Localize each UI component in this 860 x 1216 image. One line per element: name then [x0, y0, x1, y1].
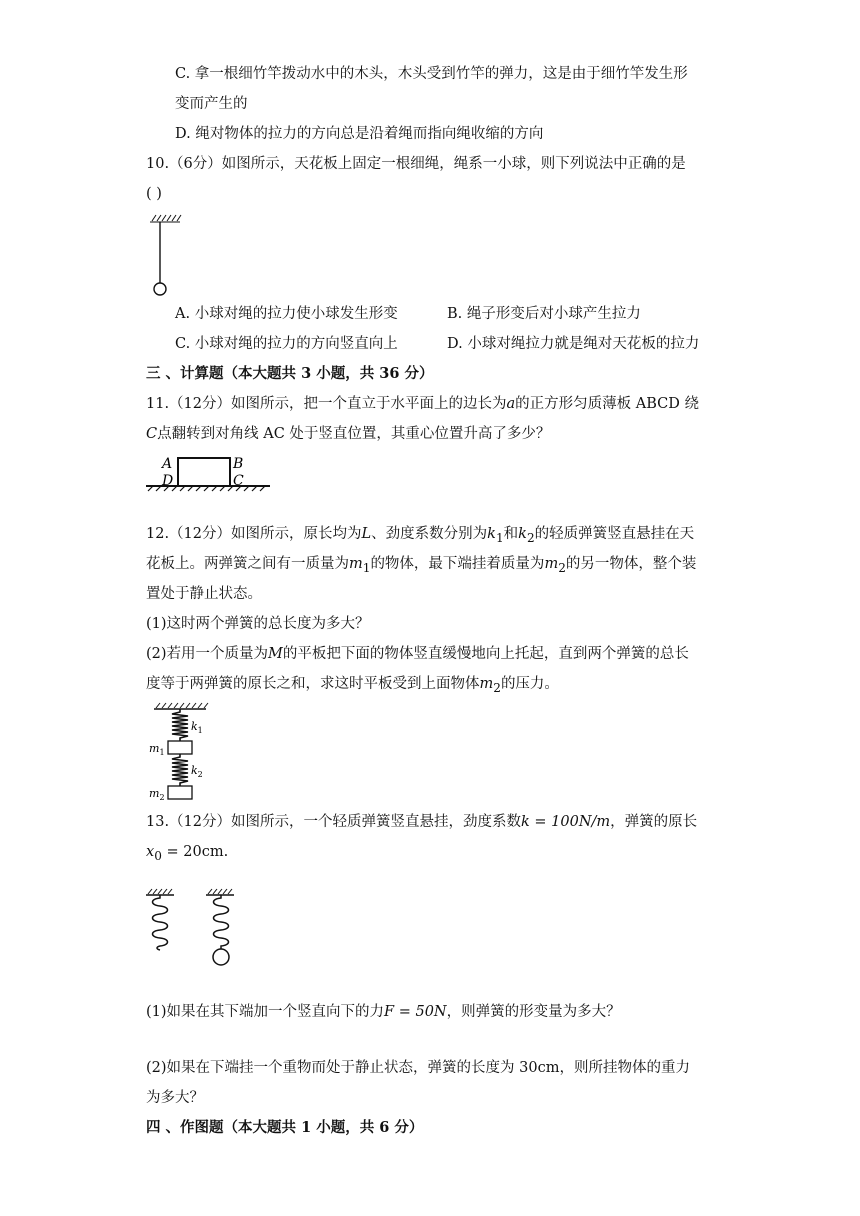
ceiling-hatch — [150, 215, 181, 222]
q12-sub-q2-line2: 度等于两弹簧的原长之和，求这时平板受到上面物体$m_2$的压力。 — [146, 676, 559, 695]
q12-stem-line1: 12.（12分）如图所示，原长均为L、劲度系数分别为$k_1$和$k_2$的轻质弹簧竖直悬挂在天 — [146, 526, 695, 545]
q13-sub-q2-line2: 为多大？ — [146, 1090, 204, 1106]
q11-stem-line2: C点翻转到对角线 AC 处于竖直位置，其重心位置升高了多少？ — [146, 426, 551, 442]
var-m2: m — [544, 556, 559, 572]
q13-stem-line1: 13.（12分）如图所示，一个轻质弹簧竖直悬挂，劲度系数k = 100N/m，弹簧的原长 — [146, 814, 698, 830]
label-m2: $m_2$ — [149, 787, 165, 802]
ball — [154, 283, 166, 295]
square-plate — [178, 458, 230, 486]
q12-stem-line3: 置处于静止状态。 — [146, 586, 262, 602]
q9-option-c-line1: C. 拿一根细竹竿拨动水中的木头，木头受到竹竿的弹力，这是由于细竹竿发生形 — [175, 66, 688, 82]
spring-k2 — [172, 754, 188, 786]
q10-option-b: B. 绳子形变后对小球产生拉力 — [447, 306, 641, 322]
q12-stem-line2: 花板上。两弹簧之间有一质量为$m_1$的物体，最下端挂着质量为$m_2$的另一物体，整个装 — [146, 556, 697, 575]
q10-option-a: A. 小球对绳的拉力使小球发生形变 — [175, 306, 398, 322]
label-a: A — [162, 456, 173, 472]
label-b: B — [233, 456, 244, 472]
var-c: C — [146, 426, 158, 442]
eq-k: k = 100N/m — [521, 814, 611, 830]
var-a: a — [506, 396, 516, 412]
var-x0: x — [146, 844, 155, 860]
q10-option-d: D. 小球对绳拉力就是绳对天花板的拉力 — [447, 336, 700, 352]
block-m2 — [168, 786, 192, 799]
section-4-heading: 四 、作图题（本大题共 1 小题，共 6 分） — [146, 1119, 424, 1136]
q10-stem-line2: ( ) — [146, 186, 162, 202]
label-k1: $k_1$ — [191, 720, 203, 735]
hanging-springs-figure — [146, 884, 246, 968]
q13-stem-line2: $x_0 = 20cm$. — [146, 844, 229, 863]
q13-sub-q1: (1)如果在其下端加一个竖直向下的力F = 50N，则弹簧的形变量为多大？ — [146, 1004, 621, 1020]
ceiling-hatch-left — [146, 889, 174, 895]
pendulum-figure — [146, 210, 186, 300]
q11-stem-line1: 11.（12分）如图所示，把一个直立于水平面上的边长为a的正方形匀质薄板 ABCD 绕 — [146, 396, 700, 412]
var-m-capital: M — [268, 646, 283, 662]
var-k1: k — [487, 526, 496, 542]
section-3-heading: 三 、计算题（本大题共 3 小题，共 36 分） — [146, 365, 434, 382]
var-k2: k — [518, 526, 527, 542]
label-c: C — [233, 473, 244, 489]
var-l: L — [361, 526, 372, 542]
q10-stem-line1: 10.（6分）如图所示，天花板上固定一根细绳，绳系一小球，则下列说法中正确的是 — [146, 156, 686, 172]
spring-free — [153, 895, 168, 950]
label-k2: $k_2$ — [191, 764, 203, 779]
label-d: D — [162, 473, 174, 489]
spring-k1 — [172, 709, 188, 741]
block-m1 — [168, 741, 192, 754]
ceiling-hatch-right — [206, 889, 234, 895]
q12-sub-q2-line1: (2)若用一个质量为M的平板把下面的物体竖直缓慢地向上托起，直到两个弹簧的总长 — [146, 646, 689, 662]
var-m1: m — [349, 556, 363, 572]
eq-f: F = 50N — [384, 1004, 447, 1020]
label-m1: $m_1$ — [149, 742, 165, 757]
ball — [213, 949, 229, 965]
square-plate-figure — [146, 450, 276, 492]
q9-option-d: D. 绳对物体的拉力的方向总是沿着绳而指向绳收缩的方向 — [175, 126, 544, 142]
q13-sub-q2-line1: (2)如果在下端挂一个重物而处于静止状态，弹簧的长度为 30cm，则所挂物体的重力 — [146, 1060, 690, 1076]
q12-sub-q1: (1)这时两个弹簧的总长度为多大？ — [146, 616, 370, 632]
q9-option-c-line2: 变而产生的 — [175, 96, 248, 112]
q10-option-c: C. 小球对绳的拉力的方向竖直向上 — [175, 336, 398, 352]
spring-with-ball — [214, 895, 229, 949]
ceiling-hatch — [154, 703, 208, 709]
two-springs-figure — [146, 700, 216, 804]
